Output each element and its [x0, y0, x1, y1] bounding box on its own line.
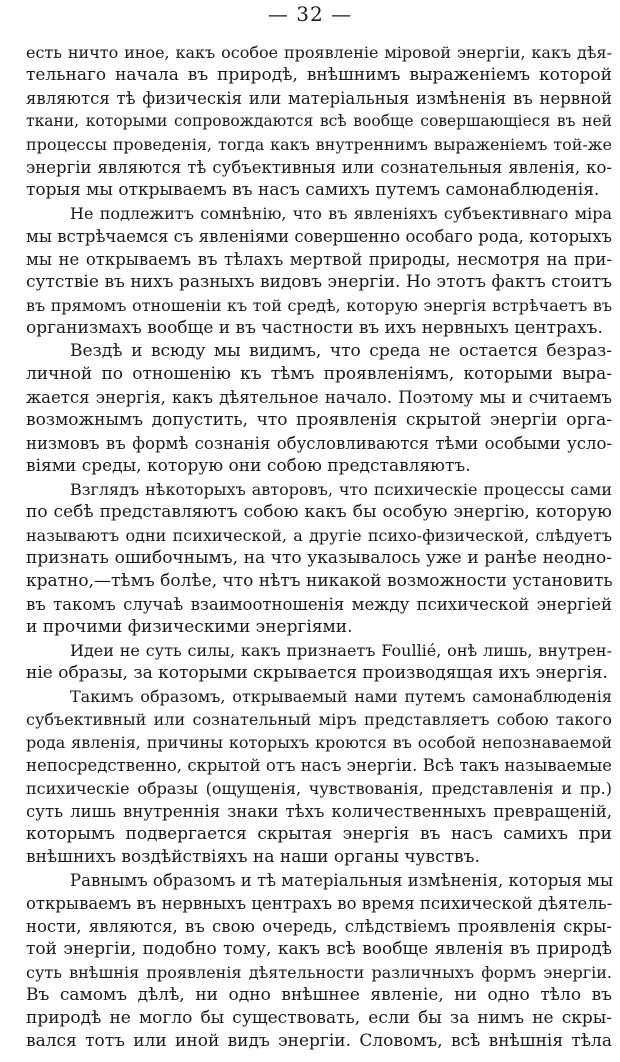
- text-line: являются тѣ физическія или матеріальныя измѣненія въ нервной: [26, 89, 612, 108]
- text-line: тельнаго начала въ природѣ, внѣшнимъ выраженіемъ которой: [26, 65, 612, 85]
- text-line: въ такомъ случаѣ взаимоотношенія между психической энергіей: [26, 595, 612, 614]
- text-line: суть внѣшнія проявленія дѣятельности различныхъ формъ энергіи.: [26, 963, 612, 982]
- text-line: низмовъ въ формѣ сознанія обусловливаются тѣми особыми усло-: [26, 434, 612, 453]
- text-line: природѣ не могло бы существовать, если бы за нимъ не скры-: [26, 1008, 612, 1028]
- text-line: ніе образы, за которыми скрывается производящая ихъ энергія.: [26, 663, 608, 683]
- text-line: жается энергія, какъ дѣятельное начало. Поэтому мы и считаемъ: [26, 388, 612, 407]
- text-line: Равнымъ образомъ и тѣ матеріальныя измѣненія, которыя мы: [70, 871, 614, 890]
- text-line: возможнымъ допустить, что проявленія скрытой энергіи орга-: [26, 410, 612, 430]
- text-line: непосредственно, скрытой отъ насъ энергіи. Всѣ такъ называемые: [26, 756, 612, 775]
- text-line: есть ничто иное, какъ особое проявленіе міровой энергіи, какъ дѣя-: [26, 43, 612, 62]
- text-line: признать ошибочнымъ, на что указывалось уже и ранѣе неодно-: [26, 548, 612, 568]
- text-line: Идеи не суть силы, какъ признаетъ Foullié, онѣ лишь, внутрен-: [70, 641, 612, 660]
- page-number: — 32 —: [267, 2, 353, 26]
- body-text: [26, 41, 612, 1053]
- text-line: Такимъ образомъ, открываемый нами путемъ самонаблюденія: [70, 687, 612, 706]
- text-line: суть лишь внутреннія знаки тѣхъ количественныхъ превращеній,: [26, 802, 612, 821]
- text-line: Не подлежитъ сомнѣнію, что въ явленіяхъ субъективнаго міра: [70, 204, 612, 223]
- text-line: называютъ одни психической, а другіе психо-физической, слѣдуетъ: [26, 526, 612, 545]
- text-line: Вездѣ и всюду мы видимъ, что среда не остается безраз-: [70, 341, 612, 361]
- text-line: психическіе образы (ощущенія, чувствованія, представленія и пр.): [26, 779, 612, 798]
- text-line: внѣшнихъ воздѣйствіяхъ на наши органы чувствъ.: [26, 847, 480, 867]
- text-line: вался тотъ или иной видъ энергіи. Словомъ, всѣ внѣшнія тѣла: [26, 1031, 612, 1051]
- text-line: Взглядъ нѣкоторыхъ авторовъ, что психическіе процессы сами: [70, 480, 612, 499]
- text-line: и прочими физическими энергіями.: [26, 617, 353, 637]
- text-line: той энергіи, подобно тому, какъ всѣ вообще явленія въ природѣ: [26, 939, 612, 959]
- text-line: мы встрѣчаемся съ явленіями совершенно особаго рода, которыхъ: [26, 227, 612, 246]
- text-line: субъективный или сознательный міръ представляетъ собою такого: [26, 710, 612, 729]
- text-line: мы не открываемъ въ тѣлахъ мертвой природы, несмотря на при-: [26, 250, 612, 269]
- text-line: віями среды, которую они собою представляютъ.: [26, 456, 471, 476]
- text-line: торыя мы открываемъ въ насъ самихъ путемъ самонаблюденія.: [26, 180, 600, 200]
- text-line: ности, являются, въ свою очередь, слѣдствіемъ проявленія скры-: [26, 917, 612, 936]
- text-line: въ прямомъ отношеніи къ той средѣ, которую энергія встрѣчаетъ въ: [26, 296, 612, 315]
- text-line: открываемъ въ нервныхъ центрахъ во время психической дѣятель-: [26, 894, 613, 913]
- text-line: рода явленія, причины которыхъ кроются въ особой непознаваемой: [26, 733, 612, 752]
- text-line: Въ самомъ дѣлѣ, ни одно внѣшнее явленіе, ни одно тѣло въ: [26, 985, 612, 1005]
- text-line: личной по отношенію къ тѣмъ проявленіямъ, которыми выра-: [26, 364, 612, 384]
- text-line: по себѣ представляютъ собою какъ бы особую энергію, которую: [26, 502, 612, 522]
- text-line: которымъ подвергается скрытая энергія въ насъ самихъ при: [26, 824, 612, 844]
- text-line: организмахъ вообще и въ частности въ ихъ нервныхъ центрахъ.: [26, 318, 603, 338]
- text-line: энергіи являются тѣ субъективныя или сознательныя явленія, ко-: [26, 158, 612, 177]
- text-line: кратно,—тѣмъ болѣе, что нѣтъ никакой возможности установить: [26, 571, 613, 591]
- text-line: ткани, которыми сопровождаются всѣ вообще совершающіеся въ ней: [26, 112, 612, 130]
- text-line: сутствіе въ нихъ разныхъ видовъ энергіи. Но этотъ фактъ стоитъ: [26, 272, 612, 292]
- text-line: процессы проведенія, тогда какъ внутреннимъ выраженіемъ той-же: [26, 135, 612, 154]
